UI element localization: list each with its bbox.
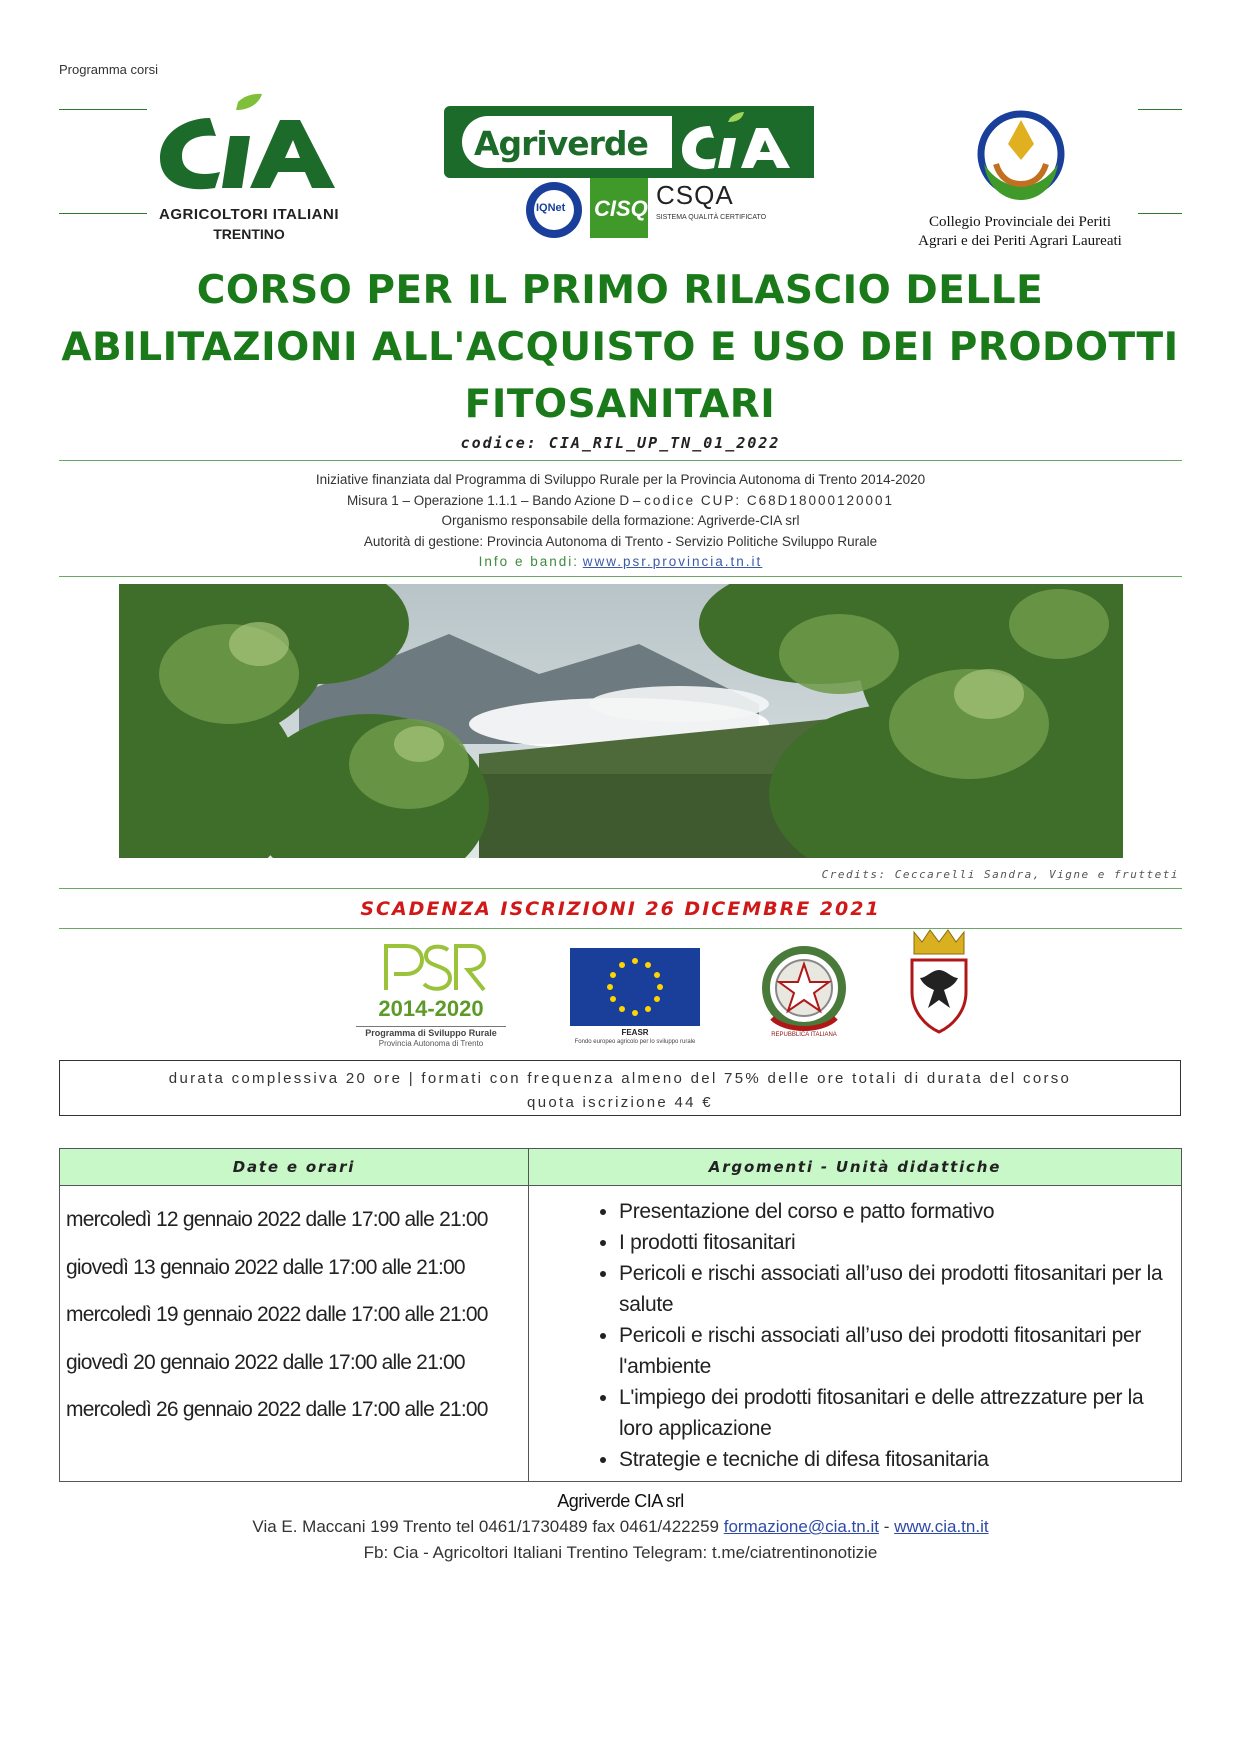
cia-logo xyxy=(150,88,348,248)
session-date: mercoledì 19 gennaio 2022 dalle 17:00 alle 21:00 xyxy=(66,1303,488,1326)
address-text: Via E. Maccani 199 Trento tel 0461/1730489 fax 0461/422259 xyxy=(252,1517,720,1536)
cia-logo-mark xyxy=(150,88,348,198)
schedule-body-row xyxy=(60,1186,1182,1482)
periti-logo xyxy=(900,104,1140,254)
dates-cell xyxy=(60,1186,529,1482)
csqa-text: CSQA xyxy=(656,180,734,210)
italian-republic-emblem xyxy=(756,942,852,1048)
trento-coat-of-arms xyxy=(904,928,974,1034)
republic-emblem-icon xyxy=(756,942,852,1038)
agriverde-logo xyxy=(444,106,814,178)
divider-1 xyxy=(59,460,1182,461)
funding-line1: Iniziative finanziata dal Programma di Sviluppo Rurale per la Provincia Autonoma di Trento 2014-2020 xyxy=(315,472,926,487)
topic-item: • Presentazione del corso e patto formativo xyxy=(619,1196,1171,1227)
periti-line1: Collegio Provinciale dei Periti xyxy=(928,214,1112,230)
topic-item: • I prodotti fitosanitari xyxy=(619,1227,1171,1258)
fee-text: quota iscrizione 44 € xyxy=(527,1094,713,1111)
session-date: mercoledì 26 gennaio 2022 dalle 17:00 alle 21:00 xyxy=(66,1398,488,1421)
iqnet-text: IQNet xyxy=(536,202,566,214)
session-date: giovedì 20 gennaio 2022 dalle 17:00 alle 21:00 xyxy=(66,1350,465,1374)
session-date: giovedì 13 gennaio 2022 dalle 17:00 alle 21:00 xyxy=(66,1255,465,1279)
psr-line1: Programma di Sviluppo Rurale xyxy=(365,1028,497,1038)
periti-emblem-icon xyxy=(976,104,1066,214)
divider-3 xyxy=(59,888,1182,889)
divider-2 xyxy=(59,576,1182,577)
agriverde-cia-mark xyxy=(680,110,808,174)
psr-logo xyxy=(356,940,506,1052)
schedule-table xyxy=(59,1148,1182,1482)
psr-line2: Provincia Autonoma di Trento xyxy=(378,1039,484,1048)
header-rule-left-bottom xyxy=(59,213,147,214)
funding-line2 xyxy=(0,491,1241,512)
funding-line4: Autorità di gestione: Provincia Autonoma di Trento - Servizio Politiche Sviluppo Rurale xyxy=(363,533,878,549)
email-link[interactable]: formazione@cia.tn.it xyxy=(723,1517,879,1536)
course-code: codice: CIA_RIL_UP_TN_01_2022 xyxy=(460,434,781,452)
session-date: mercoledì 12 gennaio 2022 dalle 17:00 alle 21:00 xyxy=(66,1208,488,1231)
psr-link[interactable]: www.psr.provincia.tn.it xyxy=(582,554,763,569)
course-title xyxy=(40,262,1200,433)
info-label: Info e bandi: xyxy=(478,554,579,569)
duration-text: durata complessiva 20 ore | formati con frequenza almeno del 75% delle ore totali di durata del corso xyxy=(168,1070,1072,1087)
cia-logo-line2: TRENTINO xyxy=(213,226,285,242)
vineyard-photo xyxy=(119,584,1123,858)
divider-4 xyxy=(59,928,1182,929)
vineyard-photo-illustration xyxy=(119,584,1123,858)
funding-line3: Organismo responsabile della formazione: Agriverde-CIA srl xyxy=(441,513,800,528)
dates-column-header: Date e orari xyxy=(60,1149,529,1186)
cup-code: codice CUP: C68D18000120001 xyxy=(644,492,895,508)
eu-logo xyxy=(570,948,700,1048)
course-title-line1: CORSO PER IL PRIMO RILASCIO DELLE xyxy=(196,268,1044,313)
funding-info xyxy=(0,470,1241,573)
course-info-box xyxy=(59,1060,1181,1116)
periti-line2: Agrari e dei Periti Agrari Laureati xyxy=(918,233,1122,249)
topics-cell xyxy=(529,1186,1182,1482)
cia-logo-line1: AGRICOLTORI ITALIANI xyxy=(159,206,339,223)
topic-item: • Pericoli e rischi associati all’uso dei prodotti fitosanitari per l'ambiente xyxy=(619,1320,1171,1382)
topics-list xyxy=(559,1196,1171,1475)
topic-item: • L'impiego dei prodotti fitosanitari e delle attrezzature per la loro applicazione xyxy=(619,1382,1171,1444)
footer xyxy=(0,1488,1241,1566)
eu-flag-icon xyxy=(570,948,700,1026)
course-title-line2: ABILITAZIONI ALL'ACQUISTO E USO DEI PRODOTTI xyxy=(61,325,1179,370)
header-rule-right-bottom xyxy=(1138,213,1182,214)
footer-separator: - xyxy=(883,1517,890,1536)
schedule-header-row xyxy=(60,1149,1182,1186)
photo-credits: Credits: Ceccarelli Sandra, Vigne e frutteti xyxy=(821,868,1179,881)
trento-eagle-icon xyxy=(904,928,974,1034)
course-title-line3: FITOSANITARI xyxy=(464,382,776,427)
header-rule-right-top xyxy=(1138,109,1182,110)
cisq-text: CISQ xyxy=(594,196,648,221)
topic-item: • Strategie e tecniche di difesa fitosanitaria xyxy=(619,1444,1171,1475)
header-rule-left-top xyxy=(59,109,147,110)
document-label: Programma corsi xyxy=(59,62,158,77)
topics-column-header: Argomenti - Unità didattiche xyxy=(529,1149,1182,1186)
contact-line xyxy=(0,1514,1241,1540)
funding-line2-prefix: Misura 1 – Operazione 1.1.1 – Bando Azione D – xyxy=(346,492,645,508)
csqa-subtext: SISTEMA QUALITÀ CERTIFICATO xyxy=(656,214,767,221)
company-name: Agriverde CIA srl xyxy=(557,1491,684,1511)
website-link[interactable]: www.cia.tn.it xyxy=(894,1517,989,1536)
social-line: Fb: Cia - Agricoltori Italiani Trentino Telegram: t.me/ciatrentinonotizie xyxy=(363,1543,878,1562)
eu-label: FEASR xyxy=(621,1028,649,1037)
funding-info-line xyxy=(0,552,1241,573)
psr-years: 2014-2020 xyxy=(378,996,484,1021)
republic-text: REPUBBLICA ITALIANA xyxy=(771,1032,837,1038)
psr-mark-icon xyxy=(378,940,488,996)
topic-item: • Pericoli e rischi associati all’uso dei prodotti fitosanitari per la salute xyxy=(619,1258,1171,1320)
agriverde-text: Agriverde xyxy=(474,124,648,163)
eu-sublabel: Fondo europeo agricolo per lo sviluppo rurale xyxy=(574,1039,696,1045)
registration-deadline: SCADENZA ISCRIZIONI 26 DICEMBRE 2021 xyxy=(360,898,881,920)
